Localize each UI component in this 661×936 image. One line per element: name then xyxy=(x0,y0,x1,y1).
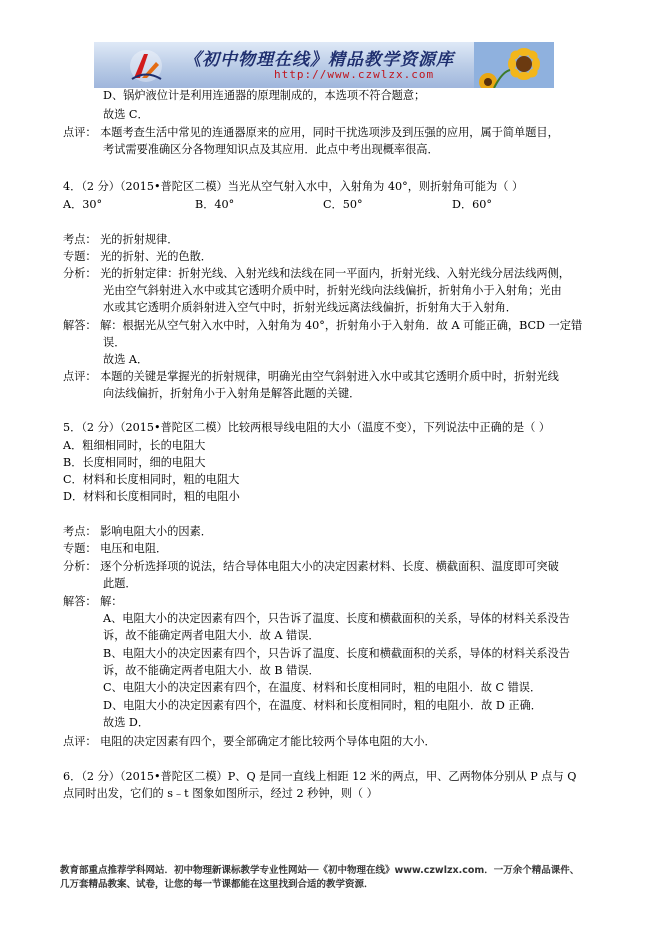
text-line: D、电阻大小的决定因素有四个，在温度、材料和长度相同时，粗的电阻小．故 D 正确． xyxy=(103,699,542,712)
text-line: 光由空气斜射进入水中或其它透明介质中时，折射光线向法线偏折，折射角小于入射角；光由 xyxy=(103,284,562,297)
sunflower-icon xyxy=(474,42,554,88)
text-line: 水或其它透明介质斜射进入空气中时，折射光线远离法线偏折，折射角大于入射角． xyxy=(103,301,517,314)
option-c: C．50° xyxy=(323,198,363,211)
option-b: B．40° xyxy=(195,198,235,211)
text-line: 误． xyxy=(103,336,126,349)
text-line: 分析： 光的折射定律：折射光线、入射光线和法线在同一平面内，折射光线、入射光线分居法线两侧， xyxy=(63,267,570,280)
text-line: 分析： 逐个分析选择项的说法，结合导体电阻大小的决定因素材料、长度、横截面积、温度即可突破 xyxy=(63,560,559,573)
banner-url: http://www.czwlzx.com xyxy=(274,68,435,81)
text-line: B、电阻大小的决定因素有四个，只告诉了温度、长度和横截面积的关系，导体的材料关系没告 xyxy=(103,647,570,660)
option-c: C．材料和长度相同时，粗的电阻大 xyxy=(63,473,240,486)
text-line: 点评： 本题的关键是掌握光的折射规律，明确光由空气斜射进入水中或其它透明介质中时，折射光线 xyxy=(63,370,559,383)
text-line: 解答： 解： xyxy=(63,595,123,608)
option-a: A．30° xyxy=(63,198,103,211)
text-line: 专题： 光的折射、光的色散． xyxy=(63,250,212,263)
option-a: A．粗细相同时，长的电阻大 xyxy=(63,439,206,452)
text-line: 此题． xyxy=(103,577,137,590)
text-line: 点评： 本题考查生活中常见的连通器原来的应用，同时干扰选项涉及到压强的应用，属于简单题目， xyxy=(63,126,559,139)
footer-line: 教育部重点推荐学科网站．初中物理新课标教学专业性网站──《初中物理在线》www.czwlzx.com．一万余个精品课件、 xyxy=(60,865,580,876)
text-line: 故选 A． xyxy=(103,353,149,366)
banner-title: 《初中物理在线》精品教学资源库 xyxy=(184,50,454,70)
option-d: D．材料和长度相同时，粗的电阻小 xyxy=(63,490,240,503)
text-line: A、电阻大小的决定因素有四个，只告诉了温度、长度和横截面积的关系，导体的材料关系没告 xyxy=(103,612,570,625)
text-line: 故选 D． xyxy=(103,716,150,729)
text-line: 考点： 影响电阻大小的因素． xyxy=(63,525,212,538)
text-line: 诉，故不能确定两者电阻大小．故 B 错误． xyxy=(103,664,320,677)
text-line: 点评： 电阻的决定因素有四个，要全部确定才能比较两个导体电阻的大小． xyxy=(63,735,436,748)
text-line: 诉，故不能确定两者电阻大小．故 A 错误． xyxy=(103,629,320,642)
footer-line: 几万套精品教案、试卷，让您的每一节课都能在这里找到合适的教学资源． xyxy=(60,879,374,890)
text-line: 考试需要准确区分各物理知识点及其应用．此点中考出现概率很高． xyxy=(103,143,439,156)
text-line: 故选 C． xyxy=(103,108,149,121)
question-4: 4．（2 分）（2015•普陀区二模）当光从空气射入水中，入射角为 40°，则折射角可能为（ ） xyxy=(63,180,524,193)
option-d: D．60° xyxy=(452,198,492,211)
option-b: B．长度相同时，细的电阻大 xyxy=(63,456,206,469)
site-logo-icon xyxy=(128,48,164,84)
text-line: 考点： 光的折射规律． xyxy=(63,233,179,246)
text-line: D、锅炉液位计是利用连通器的原理制成的，本选项不符合题意； xyxy=(103,89,426,102)
question-6: 6．（2 分）（2015•普陀区二模）P、Q 是同一直线上相距 12 米的两点，甲、乙两物体分别从 P 点与 Q xyxy=(63,770,577,783)
question-5: 5．（2 分）（2015•普陀区二模）比较两根导线电阻的大小（温度不变），下列说法中正确的是（ ） xyxy=(63,421,551,434)
text-line: C、电阻大小的决定因素有四个，在温度、材料和长度相同时，粗的电阻小．故 C 错误． xyxy=(103,681,542,694)
site-banner xyxy=(94,42,554,88)
text-line: 专题： 电压和电阻． xyxy=(63,542,168,555)
text-line: 向法线偏折，折射角小于入射角是解答此题的关键． xyxy=(103,387,361,400)
text-line: 解答： 解：根据光从空气射入水中时，入射角为 40°，折射角小于入射角．故 A 可能正确，BCD 一定错 xyxy=(63,319,583,332)
text-line: 点同时出发，它们的 s﹣t 图象如图所示，经过 2 秒钟，则（ ） xyxy=(63,787,378,800)
